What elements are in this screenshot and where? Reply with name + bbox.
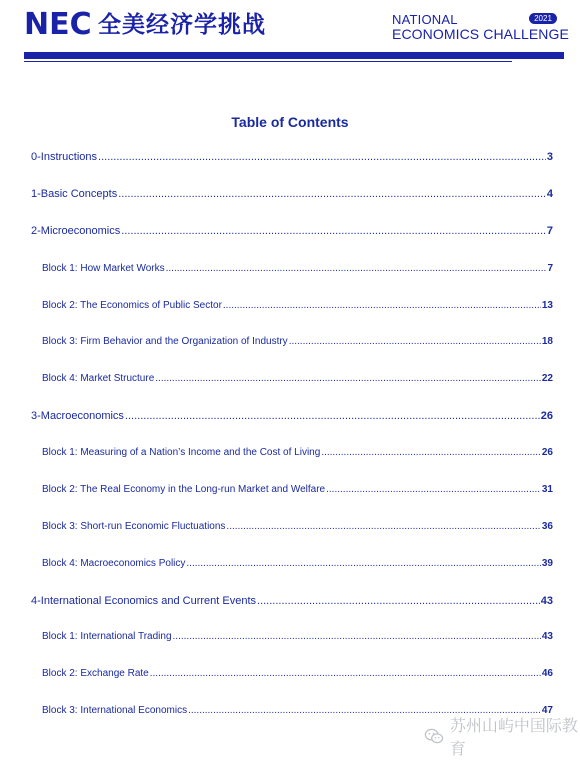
- toc-leader: [98, 151, 546, 163]
- toc-entry-label: Block 1: How Market Works: [42, 263, 165, 274]
- toc-subentry[interactable]: [42, 300, 553, 311]
- toc-entry-label: 0-Instructions: [31, 151, 98, 163]
- toc-subentry[interactable]: [42, 484, 553, 495]
- toc-entry-page: 46: [541, 668, 553, 679]
- toc-entry-page: 3: [546, 151, 553, 163]
- toc-entry[interactable]: [31, 225, 553, 237]
- toc-subentry[interactable]: [42, 668, 553, 679]
- toc-entry-label: Block 2: The Real Economy in the Long-run Market and Welfare: [42, 484, 326, 495]
- toc-entry-page: 22: [541, 373, 553, 384]
- toc-leader: [321, 447, 541, 458]
- logo-national: NATIONAL: [392, 12, 458, 27]
- logo-chinese-title: 全美经济学挑战: [98, 12, 266, 38]
- logo-nec: NEC: [24, 7, 92, 42]
- toc-entry[interactable]: [31, 188, 553, 200]
- toc-subentry[interactable]: [42, 336, 553, 347]
- toc-subentry[interactable]: [42, 558, 553, 569]
- toc-title: Table of Contents: [231, 114, 349, 130]
- toc-entry-page: 31: [541, 484, 553, 495]
- toc-entry-label: Block 1: International Trading: [42, 631, 172, 642]
- toc-entry-page: 47: [541, 705, 553, 716]
- toc-entry-label: 4-International Economics and Current Events: [31, 595, 257, 607]
- toc-entry-label: Block 2: Exchange Rate: [42, 668, 149, 679]
- toc-entry-page: 7: [546, 225, 553, 237]
- header-rule-thin: [24, 61, 512, 62]
- toc-entry-label: Block 3: Short-run Economic Fluctuations: [42, 521, 226, 532]
- toc-entry[interactable]: [31, 595, 553, 607]
- toc-leader: [173, 631, 541, 642]
- toc-leader: [257, 595, 540, 607]
- toc-leader: [155, 373, 541, 384]
- wechat-icon: [424, 727, 444, 745]
- toc-entry-page: 7: [547, 263, 553, 274]
- header-rule: [24, 52, 564, 59]
- toc-entry-page: 26: [541, 447, 553, 458]
- page-header: [0, 0, 580, 62]
- toc-subentry[interactable]: [42, 631, 553, 642]
- toc-entry-label: 1-Basic Concepts: [31, 188, 118, 200]
- toc-entry-label: 2-Microeconomics: [31, 225, 121, 237]
- toc-leader: [118, 188, 546, 200]
- year-badge: 2021: [529, 13, 557, 24]
- toc-entry-page: 18: [541, 336, 553, 347]
- toc-entry-page: 36: [541, 521, 553, 532]
- toc-entry[interactable]: [31, 410, 553, 422]
- logo-economics-challenge: ECONOMICS CHALLENGE: [392, 26, 569, 42]
- toc-entry-label: Block 1: Measuring of a Nation’s Income and the Cost of Living: [42, 447, 321, 458]
- toc-leader: [125, 410, 540, 422]
- toc-entry-page: 39: [541, 558, 553, 569]
- toc-entry-page: 26: [540, 410, 553, 422]
- toc-leader: [186, 558, 540, 569]
- toc-entry-label: Block 3: International Economics: [42, 705, 188, 716]
- toc-entry[interactable]: [31, 151, 553, 163]
- watermark-text: 苏州山屿中国际教育: [449, 718, 578, 758]
- toc-subentry[interactable]: [42, 447, 553, 458]
- toc-entry-page: 43: [540, 595, 553, 607]
- toc-subentry[interactable]: [42, 263, 553, 274]
- toc-leader: [226, 521, 540, 532]
- toc-leader: [289, 336, 541, 347]
- toc-entry-label: Block 4: Macroeconomics Policy: [42, 558, 186, 569]
- toc-entry-page: 4: [546, 188, 553, 200]
- toc-leader: [121, 225, 546, 237]
- toc-leader: [166, 263, 547, 274]
- toc-entry-label: Block 2: The Economics of Public Sector: [42, 300, 222, 311]
- toc-entry-label: 3-Macroeconomics: [31, 410, 124, 422]
- watermark: [424, 718, 580, 758]
- toc-subentry[interactable]: [42, 373, 553, 384]
- toc-subentry[interactable]: [42, 521, 553, 532]
- toc-leader: [326, 484, 541, 495]
- toc-entry-label: Block 4: Market Structure: [42, 373, 155, 384]
- toc-leader: [150, 668, 541, 679]
- toc-entry-page: 43: [541, 631, 553, 642]
- toc-entry-label: Block 3: Firm Behavior and the Organization of Industry: [42, 336, 288, 347]
- toc-leader: [223, 300, 541, 311]
- toc-entry-page: 13: [541, 300, 553, 311]
